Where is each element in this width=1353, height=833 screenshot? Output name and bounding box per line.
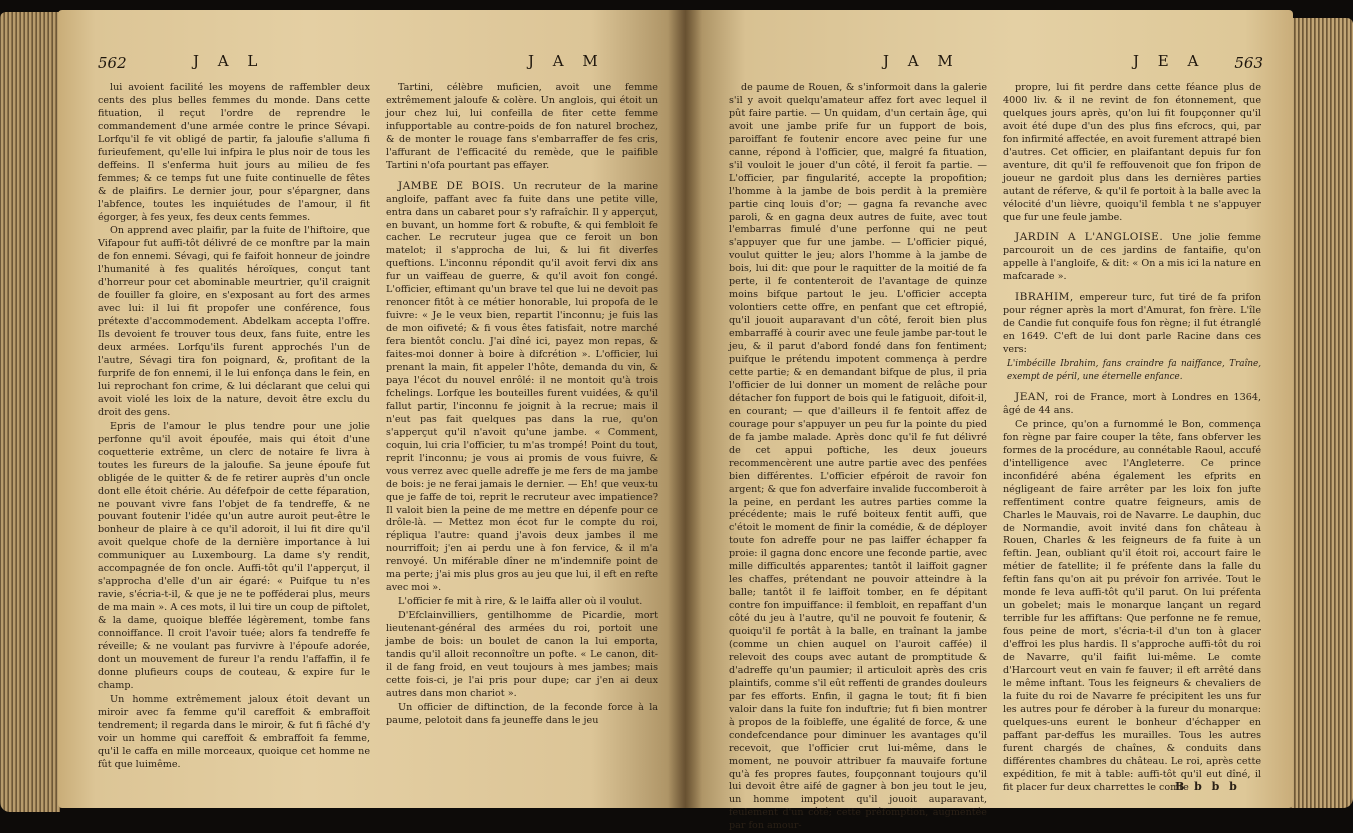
paragraph-text: Tartini, célèbre muficien, avoit une femme extrêmement jaloufe & colère. Un anglois, qui étoit un jour chez lui, lui confeilla de fiter cette femme infupportable au contre-poids de fon naturel brochez, & de monter le rouage fans s'embarraffer de fes cris, l'affurant de l'efficacité du remède, que le paifible Tartini n'ofa pourtant pas effayer.	[386, 82, 658, 171]
paragraph-text: Un officier de diftinction, de la feconde force à la paume, pelotoit dans fa jeuneffe dans le jeu	[386, 701, 658, 726]
paragraph	[386, 702, 658, 728]
left-fore-edge	[0, 12, 60, 812]
paragraph-text: Un homme extrêmement jaloux étoit devant un miroir avec fa femme qu'il careffoit & embraffoit tendrement; il regarda dans le miroir, & fut fi fâché d'y voir un homme qui careffoit & embraffoit fa femme, qu'il le caffa en mille morceaux, quoique cet homme ne fût que luimême.	[98, 693, 370, 770]
right-head-jam: J A M	[883, 52, 960, 70]
paragraph-text: propre, lui fit perdre dans cette féance plus de 4000 liv. & il ne revint de fon étonnement, que quelques jours après, qu'on lui fit foupçonner qu'il avoit été dupe d'un des plus fins efcrocs, qui, par fon infirmité affectée, en avoit furement attrapé bien d'autres. Cet officier, en plaifantant depuis fur fon aventure, dit qu'il fe reffouvenoit que fon fripon de joueur ne gardoit plus dans les dernières parties autant de réferve, & qu'il fe portoit à la balle avec la vélocité d'un lièvre, quoiqu'il fembla t ne s'appuyer que fur une feule jambe.	[1003, 82, 1261, 223]
paragraph-text: Un recruteur de la marine angloife, paffant avec fa fuite dans une petite ville, entra dans un cabaret pour s'y rafraîchir. Il y apperçut, en buvant, un homme fort & robufte, & qui fembloit fe cacher. Le recruteur jugea que ce feroit un bon matelot; il s'approcha de lui, & lui fit diverfes queftions. L'inconnu répondit qu'il avoit fervi dix ans fur un vaiffeau de guerre, & qu'il avoit fon congé. L'officier, eftimant qu'un brave tel que lui ne devoit pas renoncer fitôt à ce métier honorable, lui propofa de le fuivre: « Je le veux bien, repartit l'inconnu; je fuis las de mon oifiveté; & fi vous êtes fatisfait, notre marché fera bientôt conclu. J'ai dîné ici, payez mon repas, & faites-moi donner à boire à difcrétion ». L'officier, lui prenant la main, fit appeler l'hôte, demanda du vin, & paya l'écot du nouvel enrôlé: il ne montoit qu'à trois fchelings. Lorfque les bouteilles furent vuidées, & qu'il fallut partir, l'inconnu fe joignit à la recrue; mais il n'eut pas fait quelques pas dans la rue, qu'on s'apperçut qu'il n'avoit qu'une jambe. « Comment, coquin, lui cria l'officier, tu m'as trompé! Point du tout, reprit l'inconnu; je vous ai promis de vous fuivre, & vous verrez avec quelle adreffe je me fers de ma jambe de bois: je ne ferai jamais le dernier. — Eh! que veux-tu que je faffe de toi, reprit le recruteur avec impatience? Il valoit bien la peine de me mettre en dépenfe pour ce drôle-là. — Mettez mon écot fur le compte du roi, répliqua l'autre: quand j'avois deux jambes il me nourriffoit; j'en ai perdu une à fon fervice, & il m'a renvoyé. Un miférable dîner ne m'indemnife point de ma perte; j'ai mis plus gros au jeu que lui, il eft en refte avec moi ».	[386, 180, 658, 594]
paragraph	[98, 694, 370, 772]
paragraph	[1003, 419, 1261, 795]
left-page	[58, 10, 685, 808]
right-folio: 563	[1234, 54, 1263, 72]
paragraph	[98, 225, 370, 419]
paragraph-text: de paume de Rouen, & s'informoit dans la galerie s'il y avoit quelqu'amateur affez fort avec lequel il pût faire partie. — Un quidam, d'un certain âge, qui avoit une jambe prife fur un fupport de bois, paroiffant fe foutenir encore avec peine fur une canne, répond à l'officier, que, malgré fa fituation, s'il vouloit le jouer d'un côté, il feroit fa partie. — L'officier, par fingularité, accepte la propofition; l'homme à la jambe de bois perdit à la première partie cinq louis d'or; — gagna fa revanche avec paroli, & en gagna deux autres de fuite, avec tout l'embarras fimulé d'une perfonne qui ne peut s'appuyer que fur une jambe. — L'officier piqué, voulut quitter le jeu; alors l'homme à la jambe de bois, lui dit: que pour le raquitter de la moitié de fa perte, il fe contenteroit de l'avantage de quinze moins bifque partout le jeu. L'officier accepta volontiers cette offre, en penfant que cet eftropié, qu'il jouoit auparavant d'un côté, feroit bien plus embarraffé à courir avec une feule jambe par-tout le jeu, & il parut d'abord fondé dans fon fentiment; puifque le prétendu impotent commença à perdre cette partie; & en demandant bifque de plus, il pria l'officier de lui donner un moment de relâche pour détacher fon fupport de bois qui le fatiguoit, difoit-il, en courant; — que d'ailleurs il fe fentoit affez de courage pour s'appuyer un peu fur la pointe du pied de fa jambe malade. Après donc qu'il fe fut délivré de cet appui poftiche, les deux joueurs recommencèrent une autre partie avec des penfées bien différentes. L'officier efpéroit de ravoir fon argent; & que fon adverfaire invalide fuccomberoit à la peine, en perdant les autres parties comme la précédente; mais le rufé boiteux fentit auffi, que c'étoit le moment de finir la comédie, & de déployer toute fon adreffe pour ne pas laiffer échapper fa proie: il gagna donc encore une feconde partie, avec mille difficultés apparentes; tantôt il laiffoit gagner les chaffes, prétendant ne pouvoir atteindre à la balle; tantôt il fe laiffoit tomber, en fe dépitant contre fon impuiffance: il fembloit, en repaffant d'un côté du jeu à l'autre, qu'il ne pouvoit fe foutenir, & quoiqu'il fe portât à la balle, en traînant la jambe (comme un chien auquel on l'auroit caffée) il relevoit des coups avec autant de promptitude & d'adreffe qu'un paumier; il articuloit après des cris plaintifs, comme s'il eût reffenti de grandes douleurs par fes efforts. Enfin, il gagna le tout; fit fi bien valoir dans la fuite fon induftrie; fut fi bien montrer à propos de la foibleffe, une égalité de force, & une condefcendance pour diminuer les avantages qu'il recevoit, que l'officier crut lui-même, dans le moment, ne pouvoir attribuer fa mauvaife fortune qu'à fes propres fautes, foupçonnant toujours qu'il lui devoit être aifé de gagner à bon jeu tout le jeu, un homme impotent qu'il jouoit auparavant, feulement d'un côté; cette préfomption, augmentée par fon amour-	[729, 82, 987, 832]
right-head-jea: J E A	[1133, 52, 1206, 70]
left-head-jam: J A M	[528, 52, 605, 70]
entry-headword: JEAN,	[1015, 390, 1055, 403]
paragraph-text: L'officier fe mit à rire, & le laiffa aller où il voulut.	[398, 596, 643, 608]
paragraph-text: Ce prince, qu'on a furnommé le Bon, commença fon règne par faire couper la tête, fans obferver les formes de la procédure, au connétable Raoul, accufé d'intelligence avec l'Angleterre. Ce prince inconfidéré abéna également les efprits en négligeant de faire arrêter par les loix fon jufte reffentiment contre quatre feigneurs, amis de Charles le Mauvais, roi de Navarre. Le dauphin, duc de Normandie, avoit invité dans fon château à Rouen, Charles & les feigneurs de fa fuite à un feftin. Jean, oubliant qu'il étoit roi, accourt faire le métier de fatellite; il fe préfente dans la falle du feftin fans qu'on ait pu prévoir fon arrivée. Tout le monde fe leva auffi-tôt qu'il parut. On lui préfenta un gobelet; mais le monarque lançant un regard terrible fur les affiftans: Que perfonne ne fe remue, fous peine de mort, s'écria-t-il d'un ton à glacer d'effroi les plus hardis. Il s'approche auffi-tôt du roi de Navarre, qu'il faifit lui-même. Le comte d'Harcourt veut en vain fe fauver; il eft arrêté dans le même inftant. Tous les feigneurs & chevaliers de la fuite du roi de Navarre fe précipitent les uns fur les autres pour fe dérober à la fureur du monarque: quelques-uns eurent le bonheur d'échapper en paffant par-deffus les murailles. Tous les autres furent chargés de chaînes, & conduits dans différentes chambres du château. Le roi, après cette expédition, fe mit à table: auffi-tôt qu'il eut dîné, il fit placer fur deux charrettes le comte	[1003, 418, 1261, 793]
right-fore-edge	[1291, 18, 1353, 808]
book-gutter	[668, 10, 702, 808]
entry-headword: IBRAHIM,	[1015, 291, 1080, 304]
right-running-head	[733, 52, 1263, 76]
entry-headword: JAMBE DE BOIS.	[398, 179, 514, 192]
left-folio: 562	[98, 54, 127, 72]
paragraph-text: Une jolie femme parcouroit un de ces jardins de fantaifie, qu'on appelle à l'angloife, & dit: « On a mis ici la nature en mafcarade ».	[1003, 232, 1261, 283]
paragraph	[386, 82, 658, 173]
paragraph-text: empereur turc, fut tiré de fa prifon pour régner après la mort d'Amurat, fon frère. L'île de Candie fut conquife fous fon règne; il fut étranglé en 1649. C'eft de lui dont parle Racine dans ces vers:	[1003, 292, 1261, 356]
left-running-head	[98, 52, 658, 76]
paragraph	[386, 610, 658, 701]
left-head-jal: J A L	[193, 52, 265, 70]
entry-headword: JARDIN A L'ANGLOISE.	[1015, 231, 1172, 244]
paragraph	[98, 421, 370, 693]
right-column-1	[729, 82, 987, 832]
paragraph-text: Epris de l'amour le plus tendre pour une jolie perfonne qu'il avoit époufée, mais qui étoit d'une coquetterie extrême, un clerc de notaire fe livra à toutes les fureurs de la jaloufie. Sa jeune époufe fut obligée de le quitter & de fe retirer auprès d'un oncle dont elle étoit chérie. Au défefpoir de cette féparation, ne pouvant vivre fans l'objet de fa tendreffe, & ne pouvant foutenir l'idée qu'un autre auroit peut-être le bonheur de plaire à ce qu'il adoroit, il lui fit dire qu'il avoit quelque chofe de la dernière importance à lui communiquer au Luxembourg. La dame s'y rendit, accompagnée de fon oncle. Auffi-tôt qu'il l'apperçut, il s'approcha d'elle d'un air égaré: « Puifque tu n'es ravie, s'écria-t-il, & que je ne te pofféderai plus, meurs de ma main ». A ces mots, il lui tire un coup de piftolet, & la dame, quoique bleffée légèrement, tombe fans connoiffance. Il croit l'avoir tuée; alors fa tendreffe fe réveille; & ne voulant pas furvivre à l'époufe adorée, dont un mouvement de fureur l'a rendu l'affaffin, il fe donne plufieurs coups de couteau, & expire fur le champ.	[98, 420, 370, 691]
paragraph	[1003, 391, 1261, 418]
paragraph	[729, 82, 987, 833]
paragraph	[98, 82, 370, 224]
paragraph-text: On apprend avec plaifir, par la fuite de l'hiftoire, que Vifapour fut auffi-tôt délivré de ce monftre par la main de fon ennemi. Sévagi, qui fe faifoit honneur de joindre l'humanité à fes qualités héroïques, conçut tant d'horreur pour cet abominable meurtrier, qu'il craignit de fouiller fa gloire, en s'exposant au fort des armes avec lui: il lui fit propofer une conférence, fous prétexte d'accommodement. Abdelkam accepta l'offre. Ils devoient fe trouver tous deux, fans fuite, entre les deux armées. Lorfqu'ils furent approchés l'un de l'autre, Sévagi tira fon poignard, &, profitant de la furprife de fon ennemi, il le lui enfonça dans le fein, en lui reprochant fon crime, & lui déclarant que celui qui avoit violé les loix de la nature, devoit être exclu du droit des gens.	[98, 225, 370, 418]
left-column-2	[386, 82, 658, 798]
paragraph	[386, 180, 658, 596]
paragraph-text: lui avoient facilité les moyens de raffembler deux cents des plus belles femmes du monde. Dans cette fituation, il reçut l'ordre de reprendre le commandement d'une armée contre le prince Sévapi. Lorfqu'il fe vit obligé de partir, fa jaloufie s'alluma fi furieufement, qu'elle lui infpira le plus noir de tous les deffeins. Il s'enferma huit jours au milieu de fes femmes; & ce temps fut une fuite continuelle de fêtes & de plaifirs. Le dernier jour, pour s'épargner, dans l'abfence, toutes les inquiétudes de l'amour, il fit égorger, à fes yeux, fes deux cents femmes.	[98, 82, 370, 223]
paragraph	[1003, 291, 1261, 357]
paragraph: L'imbécille Ibrahim, fans craindre fa naiffance, Traîne, exempt de péril, une éternelle enfance.	[1007, 359, 1261, 383]
paragraph	[1003, 231, 1261, 284]
paragraph-text: roi de France, mort à Londres en 1364, âgé de 44 ans.	[1003, 391, 1261, 416]
right-page	[685, 10, 1293, 832]
signature-mark: B b b b	[1175, 780, 1240, 793]
paragraph-text: D'Efclainvilliers, gentilhomme de Picardie, mort lieutenant-général des armées du roi, portoit une jambe de bois: un boulet de canon la lui emporta, tandis qu'il alloit reconnoître un pofte. « Le canon, dit-il de fang froid, en veut toujours à mes jambes; mais cette fois-ci, je l'ai pris pour dupe; car j'en ai deux autres dans mon chariot ».	[386, 610, 658, 699]
left-column-1	[98, 82, 370, 798]
right-column-2	[1003, 82, 1261, 798]
paragraph	[386, 596, 658, 609]
paragraph	[1003, 82, 1261, 224]
